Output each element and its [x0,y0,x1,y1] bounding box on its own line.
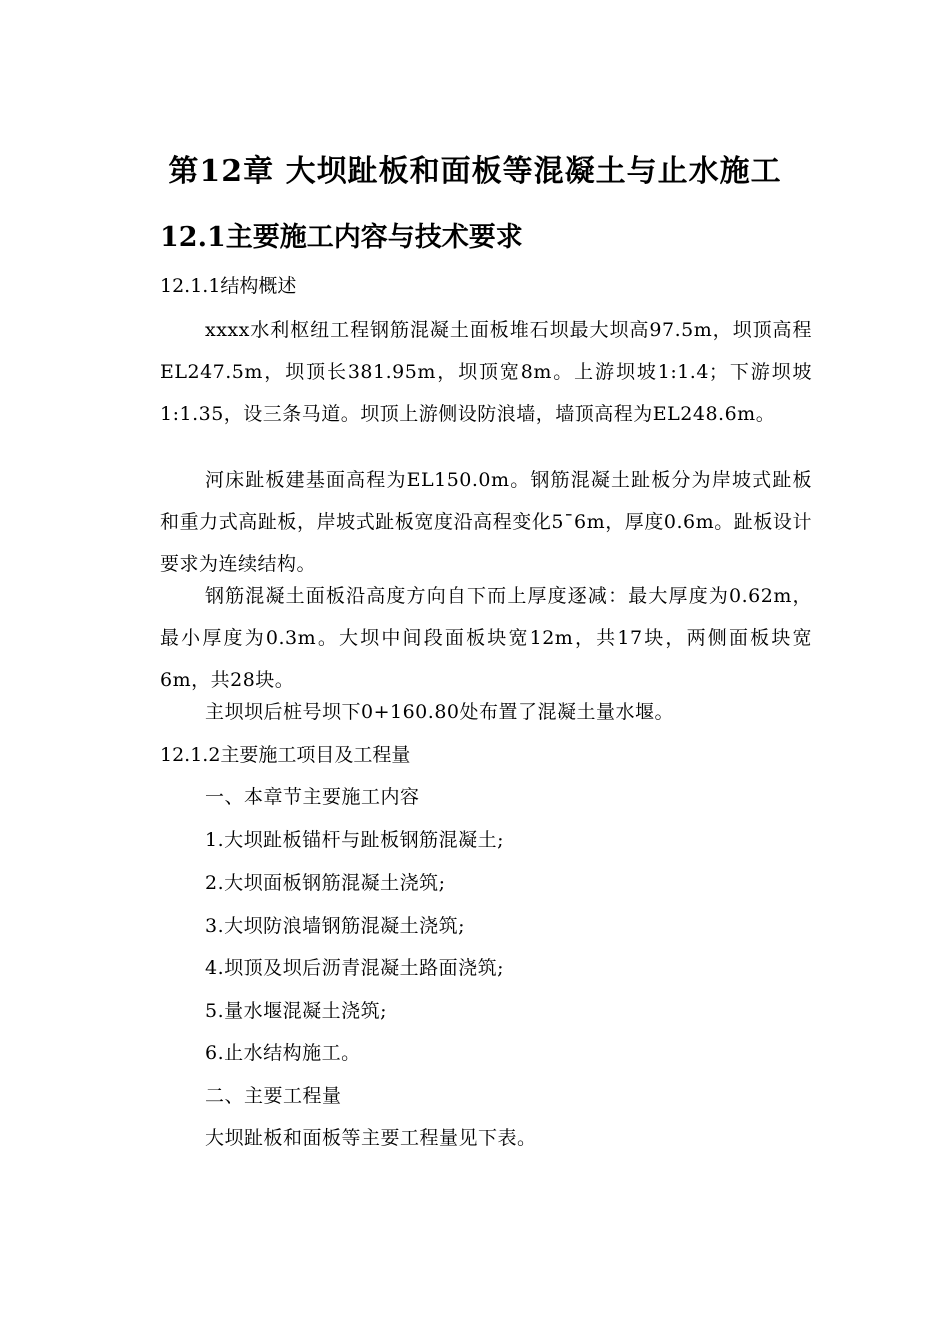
list-item: 大坝趾板和面板等主要工程量见下表。 [205,1127,537,1149]
list-item: 一、本章节主要施工内容 [205,786,420,808]
paragraph-weir: 主坝坝后桩号坝下0+160.80处布置了混凝土量水堰。 [205,701,674,723]
chapter-title: 第12章 大坝趾板和面板等混凝土与止水施工 [168,154,782,189]
paragraph-dam-overview: xxxx水利枢纽工程钢筋混凝土面板堆石坝最大坝高97.5m，坝顶高程EL247.5m，坝顶长381.95m，坝顶宽8m。上游坝坡1:1.4；下游坝坡1:1.35，设三条马道。坝顶上游侧设防浪墙，墙顶高程为EL248.6m。 [160,319,812,425]
section-title: 12.1主要施工内容与技术要求 [160,222,523,253]
paragraph-face-slab: 钢筋混凝土面板沿高度方向自下而上厚度逐减：最大厚度为0.62m，最小厚度为0.3m。大坝中间段面板块宽12m，共17块，两侧面板块宽6m，共28块。 [160,585,812,691]
list-item: 2.大坝面板钢筋混凝土浇筑; [205,872,446,894]
subsection-title-structure: 12.1.1结构概述 [160,275,297,297]
list-item: 1.大坝趾板锚杆与趾板钢筋混凝土; [205,829,505,851]
list-item: 二、主要工程量 [205,1085,342,1107]
paragraph-toe-slab: 河床趾板建基面高程为EL150.0m。钢筋混凝土趾板分为岸坡式趾板和重力式高趾板，岸坡式趾板宽度沿高程变化5¯6m，厚度0.6m。趾板设计要求为连续结构。 [160,469,812,575]
subsection-title-quantities: 12.1.2主要施工项目及工程量 [160,744,411,766]
list-item: 5.量水堰混凝土浇筑; [205,1000,388,1022]
list-item: 3.大坝防浪墙钢筋混凝土浇筑; [205,915,466,937]
list-item: 4.坝顶及坝后沥青混凝土路面浇筑; [205,957,505,979]
list-item: 6.止水结构施工。 [205,1042,361,1064]
